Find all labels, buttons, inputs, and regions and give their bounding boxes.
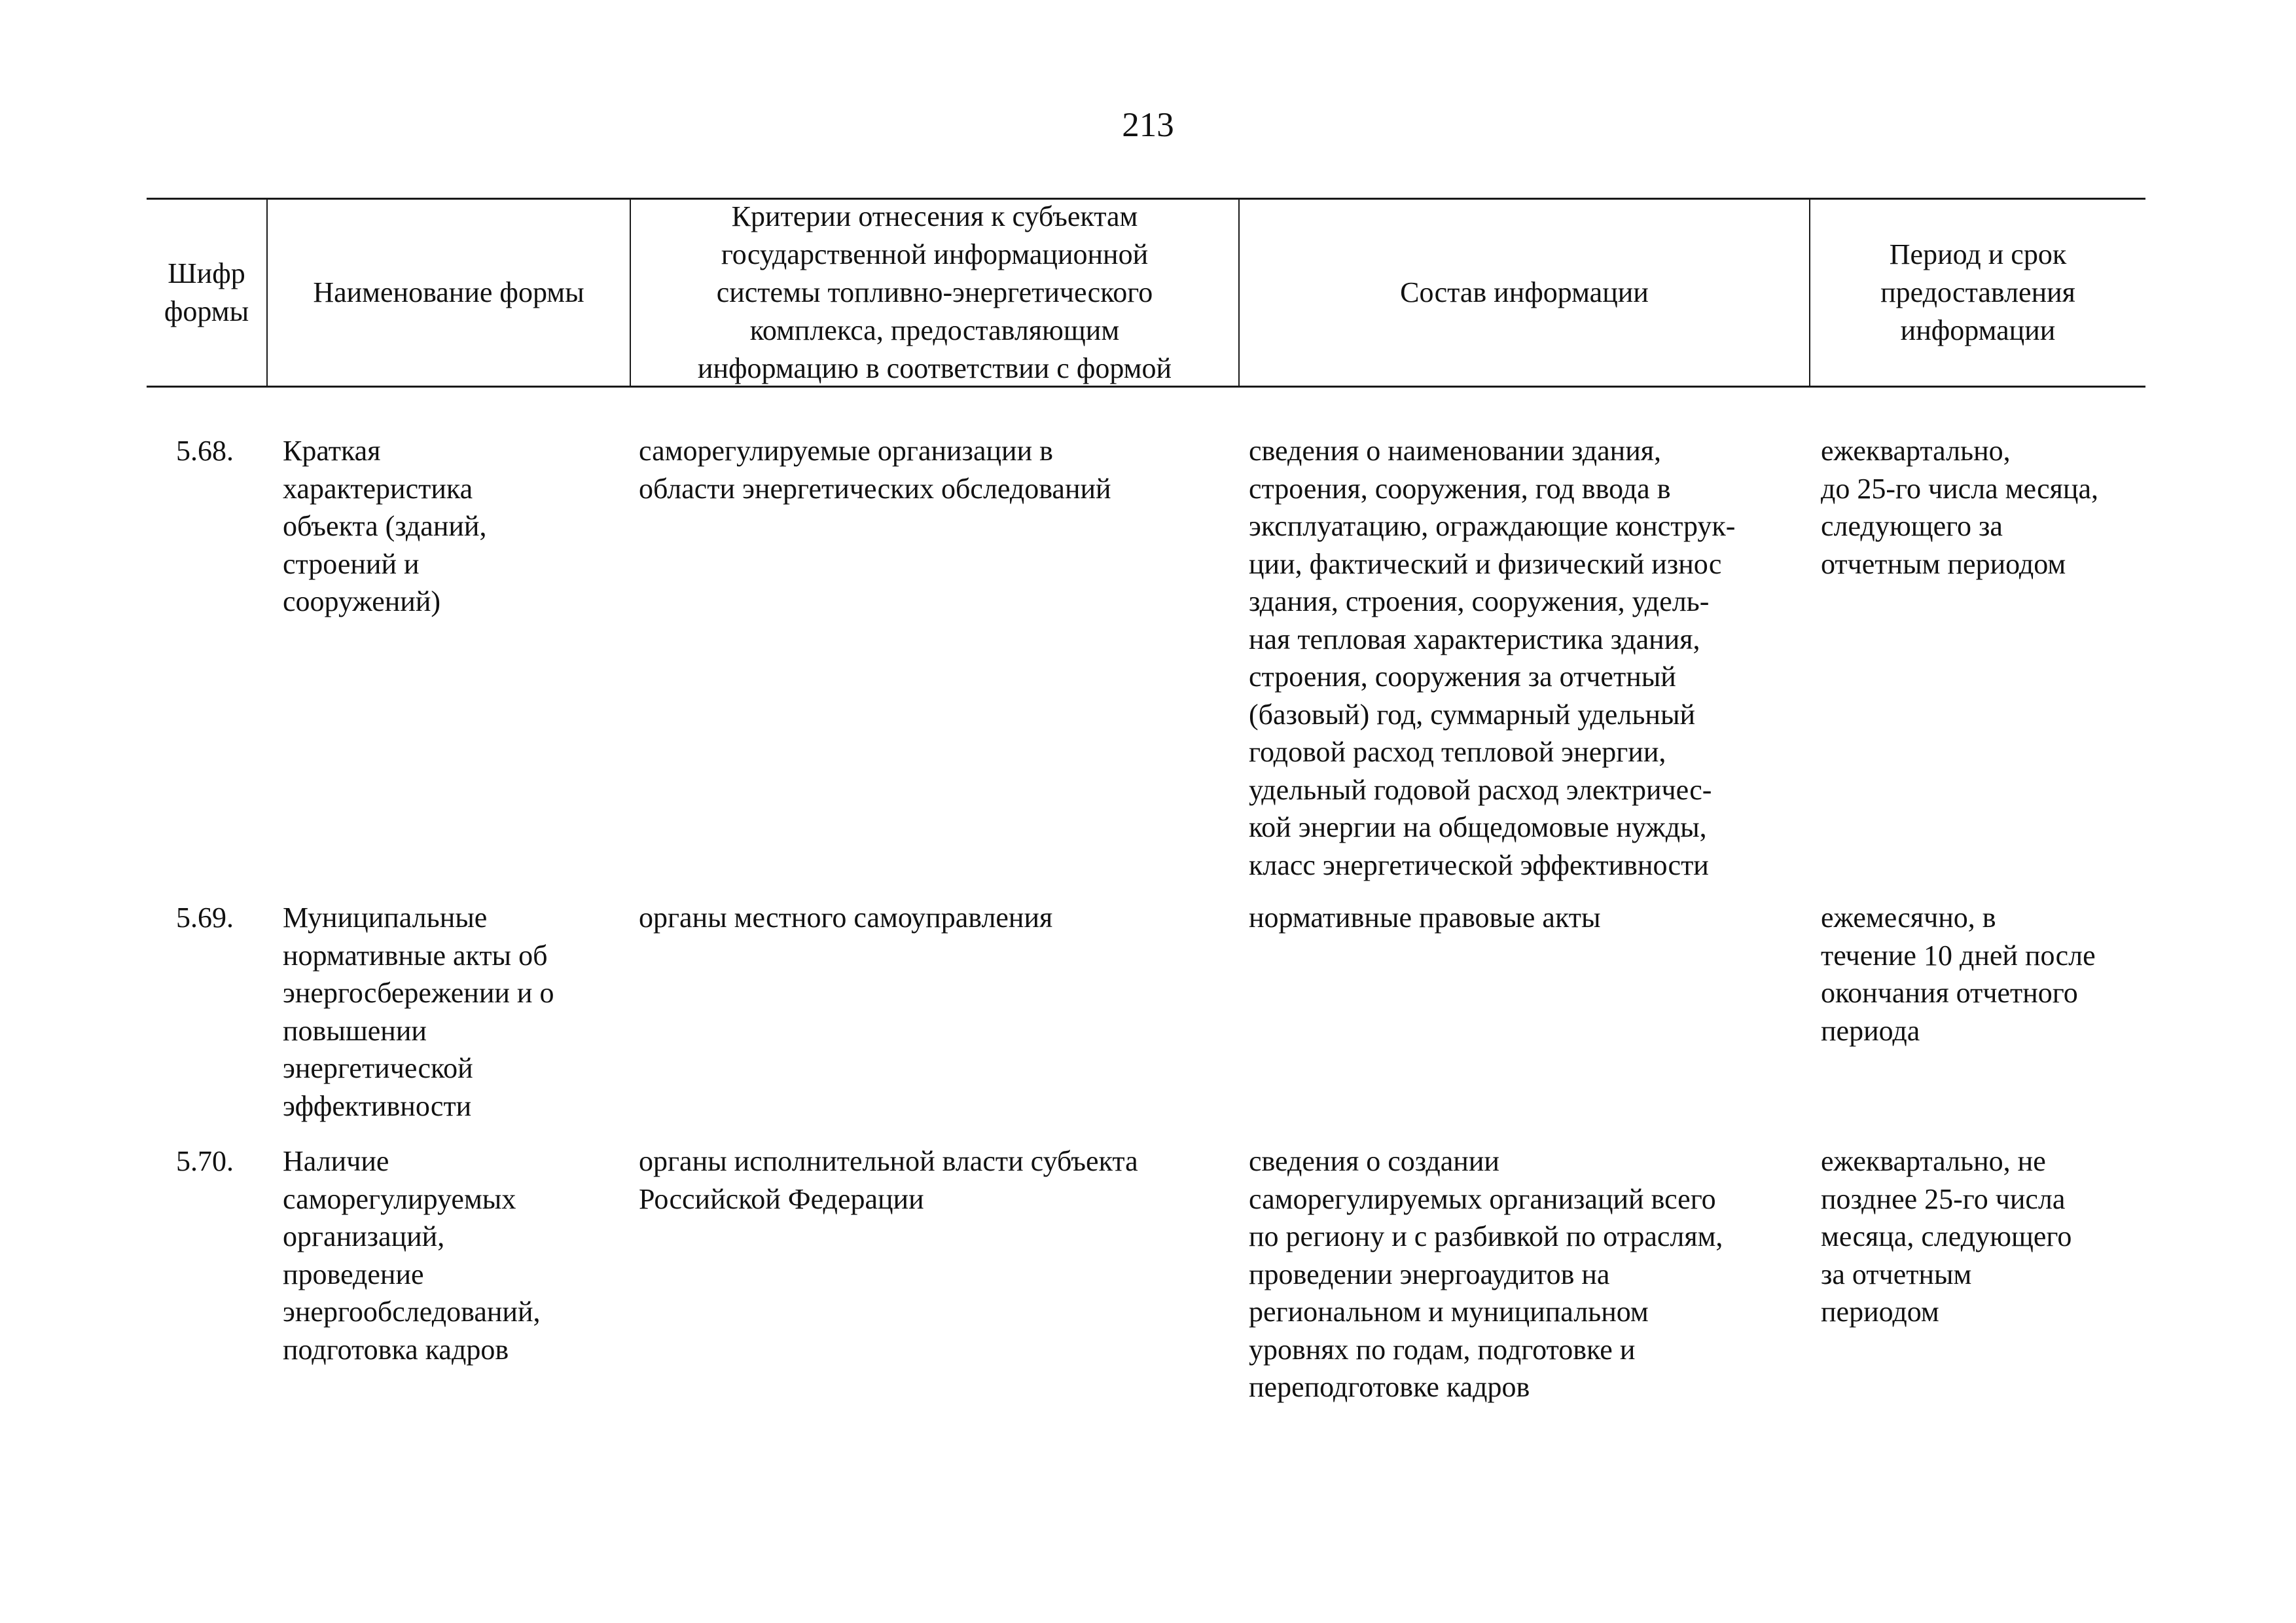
header-content-label: Состав информации — [1400, 276, 1649, 308]
header-content — [1238, 200, 1809, 386]
row-criteria: органы местного самоуправления — [639, 902, 1053, 934]
row-period: ежемесячно, в течение 10 дней после окончания отчетного периода — [1821, 902, 2096, 1047]
header-code-label: Шифр формы — [164, 257, 249, 327]
row-form-name: Краткая характеристика объекта (зданий, строений и сооружений) — [283, 435, 487, 617]
row-code: 5.68. — [176, 435, 234, 467]
row-criteria: саморегулируемые организации в области энергетических обследований — [639, 435, 1111, 505]
page-number: 213 — [1122, 106, 1174, 144]
header-period-label: Период и срок предоставления информации — [1880, 238, 2075, 346]
row-period: ежеквартально, до 25-го числа месяца, следующего за отчетным периодом — [1821, 435, 2098, 580]
row-content: нормативные правовые акты — [1249, 902, 1601, 934]
row-content: сведения о создании саморегулируемых организаций всего по региону и с разбивкой по отраслям, проведении энергоаудитов на региональном и муниципальном уровнях по годам, подготовке и переподготовке кадров — [1249, 1145, 1723, 1403]
table-header — [147, 198, 2145, 388]
row-code: 5.69. — [176, 902, 234, 934]
row-period: ежеквартально, не позднее 25-го числа месяца, следующего за отчетным периодом — [1821, 1145, 2072, 1328]
header-code — [147, 200, 266, 386]
row-criteria: органы исполнительной власти субъекта Российской Федерации — [639, 1145, 1138, 1215]
row-form-name: Наличие саморегулируемых организаций, проведение энергообследований, подготовка кадров — [283, 1145, 541, 1366]
row-form-name: Муниципальные нормативные акты об энергосбережении и о повышении энергетической эффективности — [283, 902, 554, 1122]
row-code: 5.70. — [176, 1145, 234, 1177]
header-period — [1809, 200, 2145, 386]
header-form-name — [266, 200, 630, 386]
row-content: сведения о наименовании здания, строения, сооружения, год ввода в эксплуатацию, ограждающие конструк- ции, фактический и физический износ здания, строения, сооружения, удель- ная тепловая характеристика здания, строения, сооружения за отчетный (базовый) год, суммарный удельный годовой расход тепловой энергии, удельный годовой расход электричес- кой энергии на общедомовые нужды, класс энергетической эффективности — [1249, 435, 1736, 881]
header-form-name-label: Наименование формы — [313, 276, 584, 308]
header-criteria — [630, 200, 1238, 386]
header-criteria-label: Критерии отнесения к субъектам государственной информационной системы топливно-энергетического комплекса, предоставляющим информацию в соответствии с формой — [697, 200, 1172, 384]
